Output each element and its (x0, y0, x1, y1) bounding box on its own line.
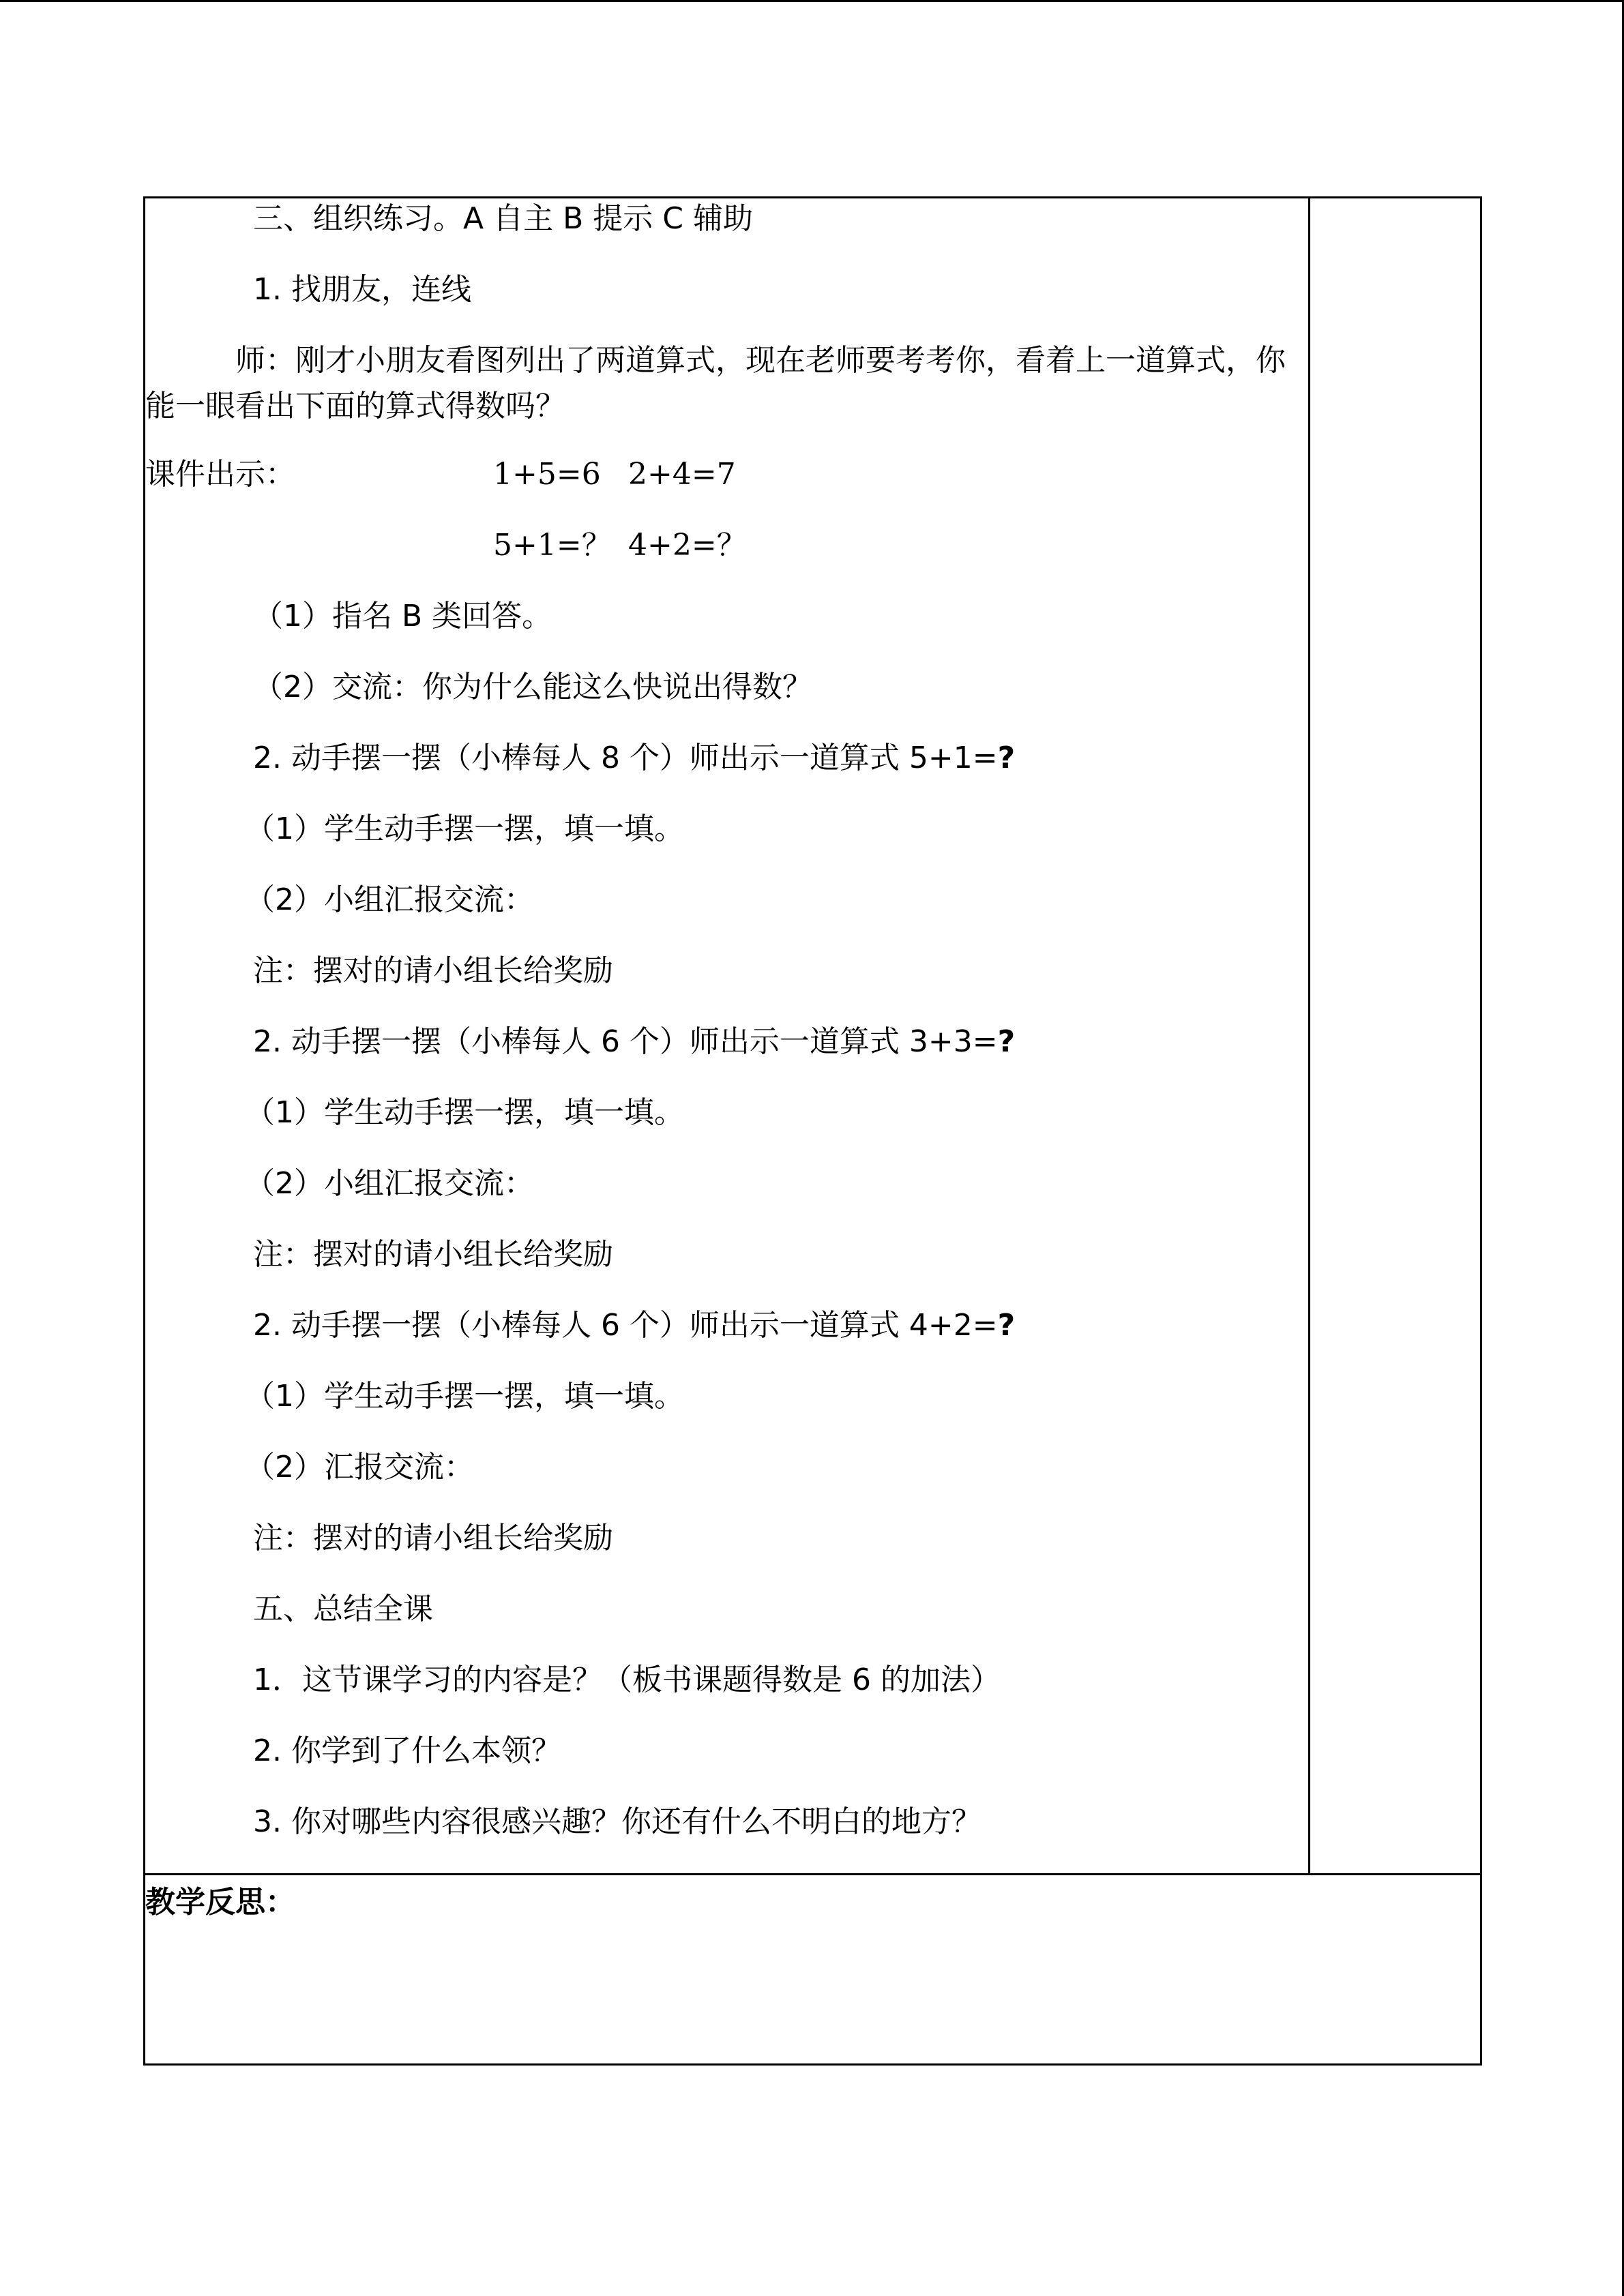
equation-1: 1+5=6 (493, 457, 601, 492)
exercise-1-title: 1. 找朋友，连线 (253, 272, 471, 307)
hands-on-2-note: 注：摆对的请小组长给奖励 (253, 1237, 613, 1272)
step-2-discuss: （2）交流：你为什么能这么快说出得数？ (253, 670, 812, 704)
lesson-plan-table (143, 196, 1482, 2066)
hands-on-1-title: 2. 动手摆一摆（小棒每人 8 个）师出示一道算式 5+1=? (253, 741, 1016, 775)
hands-on-3-step-1: （1）学生动手摆一摆，填一填。 (245, 1379, 684, 1414)
step-1-answer: （1）指名 B 类回答。 (253, 599, 552, 633)
notes-column-cell (1310, 198, 1481, 1875)
equation-2: 2+4=7 (628, 457, 736, 492)
hands-on-2-title: 2. 动手摆一摆（小棒每人 6 个）师出示一道算式 3+3=? (253, 1024, 1016, 1059)
summary-item-2: 2. 你学到了什么本领？ (253, 1733, 561, 1768)
teacher-prompt-line-1: 师：刚才小朋友看图列出了两道算式，现在老师要考考你，看着上一道算式，你 (235, 343, 1286, 378)
hands-on-1-step-2: （2）小组汇报交流： (245, 882, 534, 917)
table-row (145, 198, 1481, 1875)
section-heading-summary: 五、总结全课 (253, 1592, 433, 1626)
section-heading-practice: 三、组织练习。A 自主 B 提示 C 辅助 (253, 201, 753, 236)
summary-item-3: 3. 你对哪些内容很感兴趣？你还有什么不明白的地方？ (253, 1804, 981, 1839)
hands-on-1-step-1: （1）学生动手摆一摆，填一填。 (245, 811, 684, 846)
hands-on-3-step-2: （2）汇报交流： (245, 1450, 474, 1485)
reflection-cell (145, 1875, 1481, 2065)
teacher-prompt-line-2: 能一眼看出下面的算式得数吗？ (145, 389, 565, 423)
summary-item-1: 1．这节课学习的内容是？（板书课题得数是 6 的加法） (253, 1663, 1001, 1697)
reflection-title: 教学反思： (145, 1885, 295, 1920)
hands-on-3-note: 注：摆对的请小组长给奖励 (253, 1521, 613, 1555)
lesson-content (145, 198, 1308, 1873)
question-mark: ? (997, 1024, 1016, 1059)
hands-on-3-title: 2. 动手摆一摆（小棒每人 6 个）师出示一道算式 4+2=? (253, 1308, 1016, 1343)
question-mark: ? (997, 741, 1016, 775)
page-border-top (0, 0, 1624, 2)
courseware-label: 课件出示： (145, 457, 295, 492)
equation-3: 5+1=？ (493, 528, 612, 563)
equation-4: 4+2=？ (628, 528, 747, 563)
question-mark: ? (997, 1308, 1016, 1343)
lesson-content-cell (145, 198, 1310, 1875)
hands-on-1-note: 注：摆对的请小组长给奖励 (253, 953, 613, 988)
hands-on-2-step-1: （1）学生动手摆一摆，填一填。 (245, 1095, 684, 1130)
hands-on-2-step-2: （2）小组汇报交流： (245, 1166, 534, 1201)
table-row (145, 1875, 1481, 2065)
